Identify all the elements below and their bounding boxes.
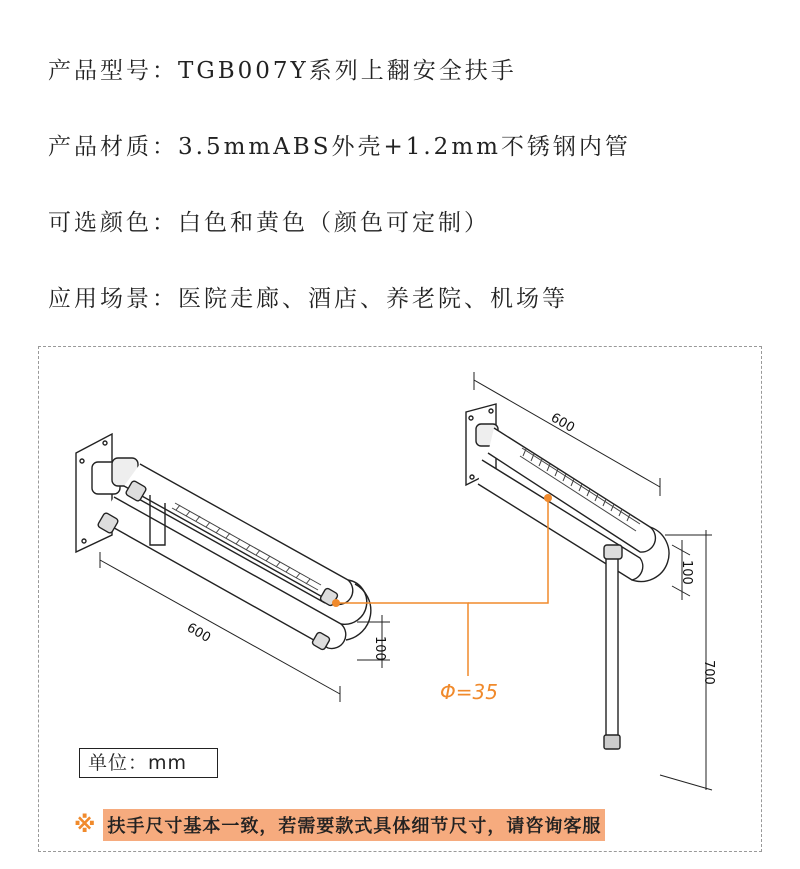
spec-label: 可选颜色：	[48, 210, 178, 236]
notice-text: 扶手尺寸基本一致，若需要款式具体细节尺寸，请咨询客服	[103, 809, 605, 841]
diameter-callout	[336, 498, 548, 676]
right-length-label: 600	[548, 410, 578, 436]
spec-value: TGB007Y系列上翻安全扶手	[178, 58, 517, 84]
unit-label: 单位：mm	[79, 748, 218, 778]
left-handrail-illustration	[76, 434, 371, 651]
spec-label: 产品型号：	[48, 58, 178, 84]
spec-value: 3.5mmABS外壳+1.2mm不锈钢内管	[178, 134, 631, 160]
diameter-label: Φ=35	[440, 680, 498, 704]
spec-label: 产品材质：	[48, 134, 178, 160]
notice	[74, 810, 605, 840]
right-dimension-lines	[474, 372, 712, 790]
left-length-label: 600	[184, 620, 214, 646]
spec-value: 白色和黄色（颜色可定制）	[178, 210, 490, 236]
right-spacing-label: 100	[679, 560, 694, 585]
reference-mark-icon: ※	[74, 812, 96, 838]
spec-label: 应用场景：	[48, 286, 178, 312]
spec-value: 医院走廊、酒店、养老院、机场等	[178, 286, 568, 312]
callout-dot-icon	[332, 599, 340, 607]
leg-height-label: 700	[701, 660, 716, 685]
callout-dot-icon	[544, 494, 552, 502]
left-spacing-label: 100	[372, 636, 387, 661]
support-leg	[606, 555, 618, 741]
